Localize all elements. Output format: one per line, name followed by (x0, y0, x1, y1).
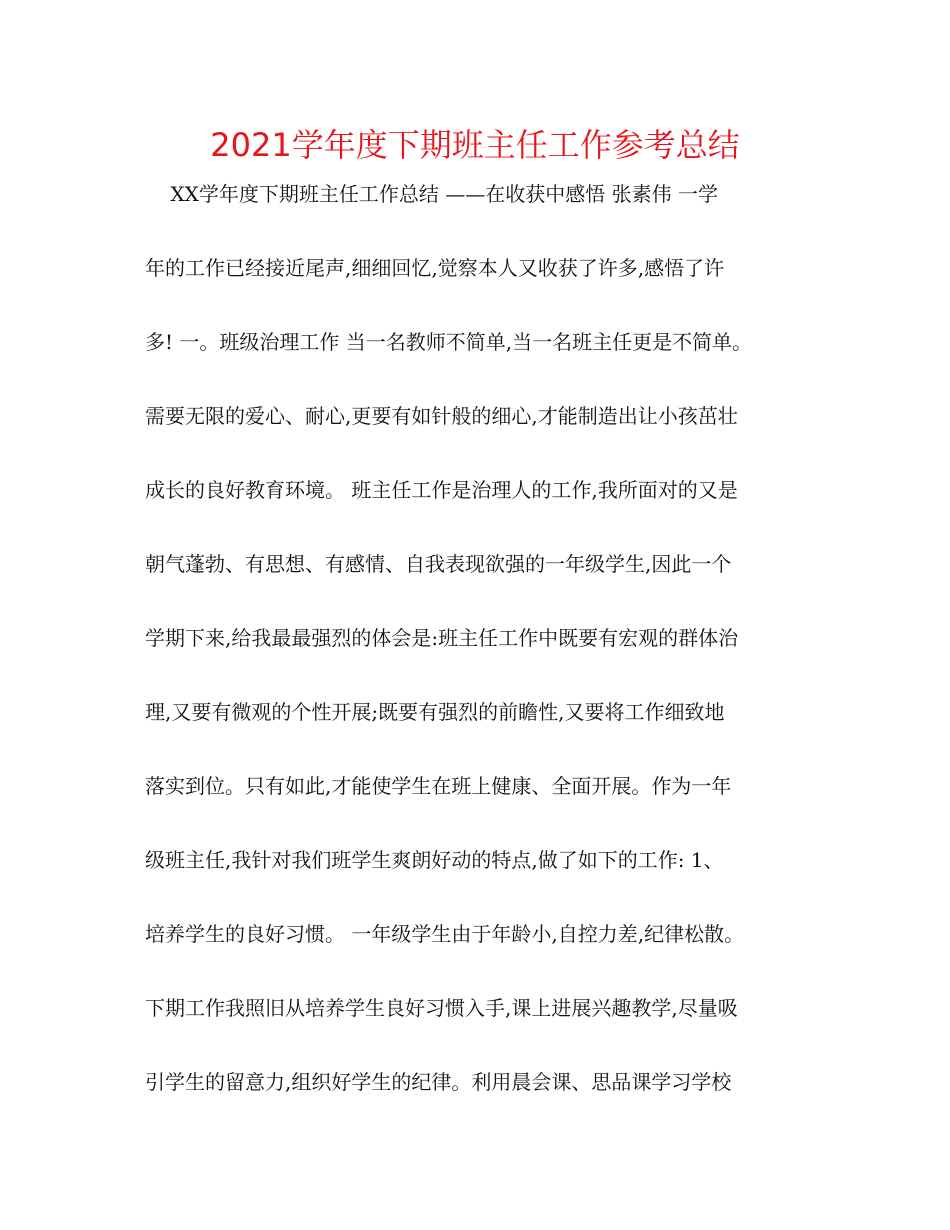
body-line-3: 多! 一。班级治理工作 当一名教师不简单,当一名班主任更是不简单。 (145, 330, 753, 354)
body-line-2: 年的工作已经接近尾声,细细回忆,觉察本人又收获了许多,感悟了许 (145, 256, 725, 280)
body-line-11: 培养学生的良好习惯。 一年级学生由于年龄小,自控力差,纪律松散。 (145, 922, 745, 946)
body-line-12: 下期工作我照旧从培养学生良好习惯入手,课上进展兴趣教学,尽量吸 (145, 996, 738, 1020)
body-line-13: 引学生的留意力,组织好学生的纪律。利用晨会课、思品课学习学校 (145, 1070, 732, 1094)
body-line-10: 级班主任,我针对我们班学生爽朗好动的特点,做了如下的工作: 1、 (145, 848, 724, 872)
body-line-4: 需要无限的爱心、耐心,更要有如针般的细心,才能制造出让小孩茁壮 (145, 404, 738, 428)
document-body (145, 172, 815, 1134)
body-line-1: XX学年度下期班主任工作总结 ——在收获中感悟 张素伟 一学 (145, 182, 718, 206)
body-line-7: 学期下来,给我最最强烈的体会是:班主任工作中既要有宏观的群体治 (145, 626, 739, 650)
body-line-9: 落实到位。只有如此,才能使学生在班上健康、全面开展。作为一年 (145, 774, 732, 798)
document-title: 2021学年度下期班主任工作参考总结 (210, 126, 740, 164)
body-line-5: 成长的良好教育环境。 班主任工作是治理人的工作,我所面对的又是 (145, 478, 738, 502)
body-line-6: 朝气蓬勃、有思想、有感情、自我表现欲强的一年级学生,因此一个 (145, 552, 732, 576)
body-line-8: 理,又要有微观的个性开展;既要有强烈的前瞻性,又要将工作细致地 (145, 700, 725, 724)
